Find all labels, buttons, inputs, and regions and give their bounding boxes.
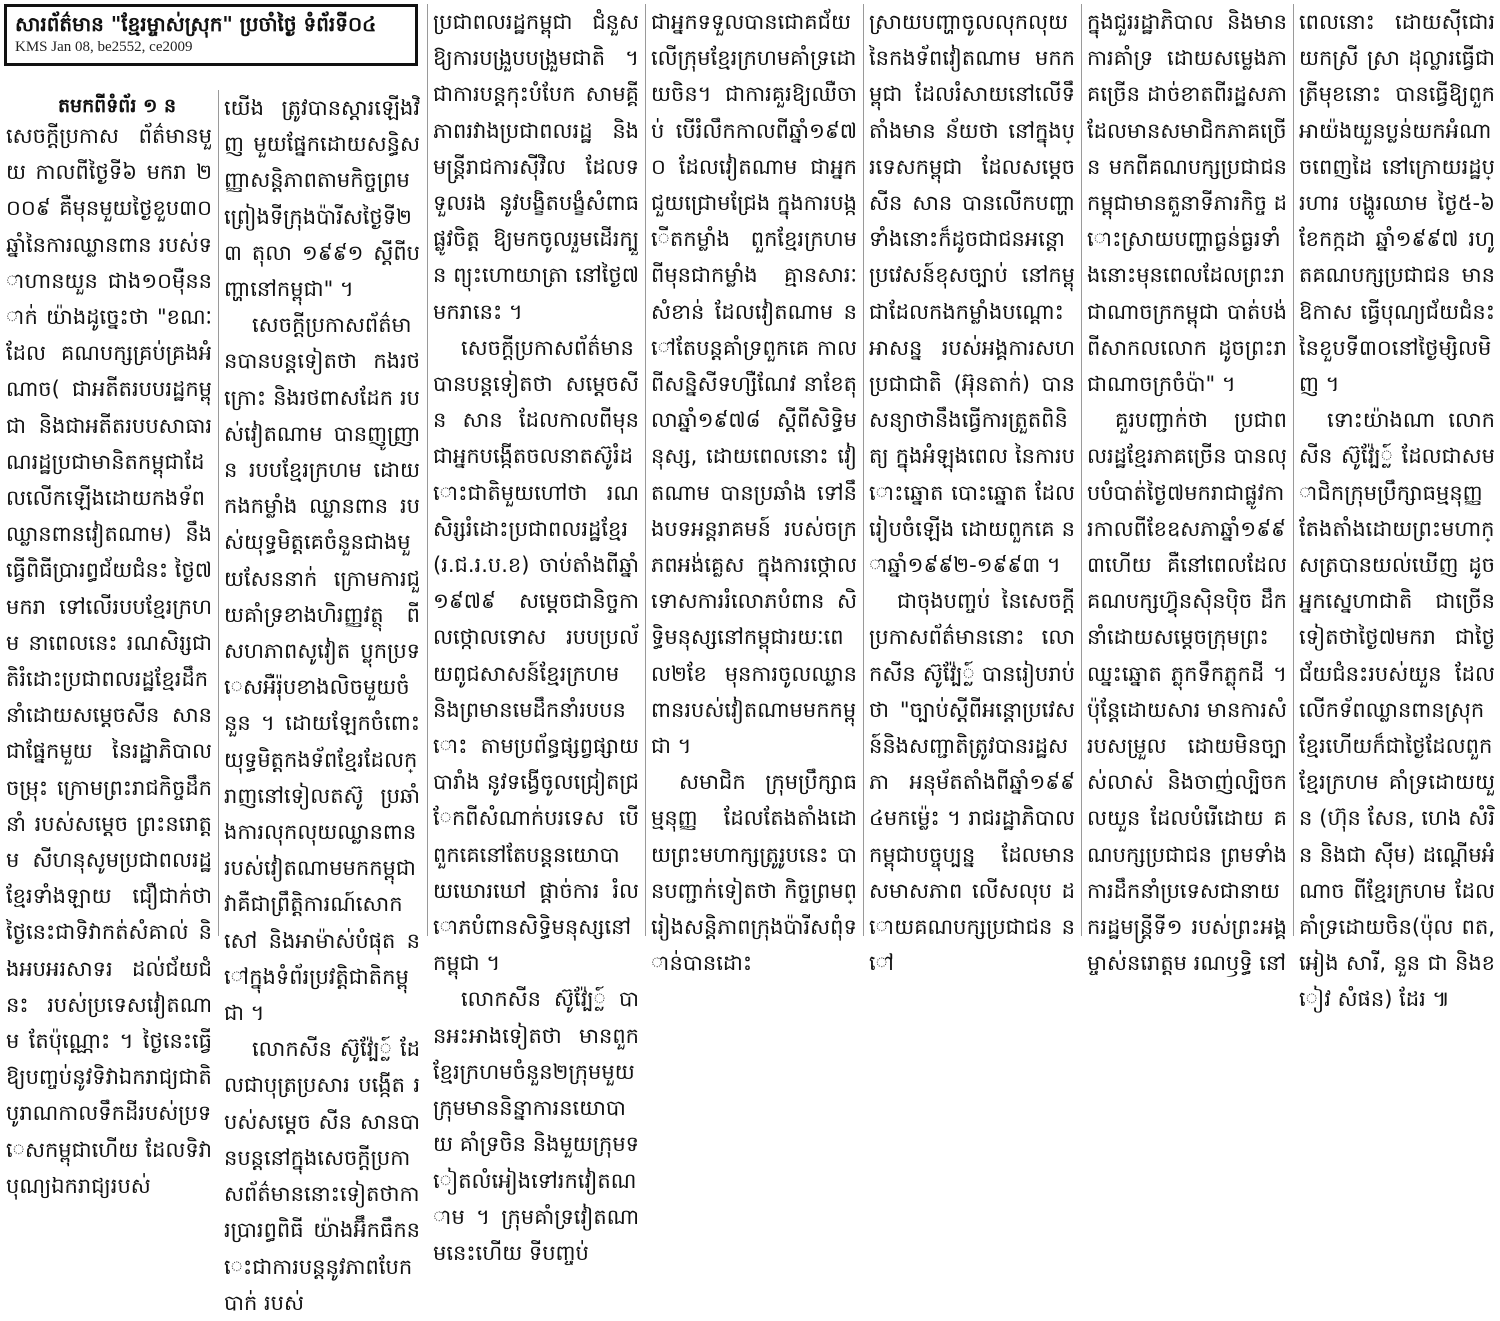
paragraph: យើង ត្រូវបានស្ដារឡើងវិញ មួយផ្នែកដោយសន្ធិសញ្ញាសន្តិភាពតាមកិច្ចព្រមព្រៀងទីក្រុងប៉ារីសថ្ងៃទី២៣ តុលា ១៩៩១ ស្ដីពីបញ្ហានៅកម្ពុជា" ។ <box>224 96 420 302</box>
column-divider <box>863 4 864 936</box>
article-column-5 <box>869 4 1075 976</box>
article-column-2 <box>224 90 420 1315</box>
paragraph: ស្រាយបញ្ហាចូលលុកលុយ នៃកងទ័ពវៀតណាម មកកម្ពុជា ដែលរំសាយនៅលើទឹតាំងមាន ន័យថា នៅក្នុងប្រទេសកម្ពុជា ដែលសម្ដេចសីន សាន បានលើកបញ្ហាទាំងនោះក៏ដូចជាជនអន្តោប្រវេសន៍ខុសច្បាប់ នៅកម្ពុជាដែលកងកម្លាំងបណ្ដោះអាសន្ន របស់អង្គការសហប្រជាជាតិ (អ៊ុនតាក់) បានសន្យាថានឹងធ្វើការត្រួតពិនិត្យ ក្នុងអំឡុងពេល នៃការបោះឆ្នោត បោះឆ្នោត ដែលរៀបចំឡើង ដោយពួកគេ នាឆ្នាំ១៩៩២-១៩៩៣ ។ <box>869 10 1075 578</box>
paragraph: ជាចុងបញ្ចប់ នៃសេចក្ដីប្រកាសព័ត៌មាននោះ លោកសីន ស៊ូវ៉ែ្ប្ល៍ បានរៀបរាប់ថា "ច្បាប់ស្ដីពីអន្តោប្រវេសន៍និងសញ្ជាតិត្រូវបានរដ្ឋសភា អនុម័តតាំងពីឆ្នាំ១៩៩៤មកម្ល៉េះ ។ រាជរដ្ឋាភិបាលកម្ពុជាបច្ចុប្បន្ន ដែលមានសមាសភាព លើសលុប ដោយគណបក្សប្រជាជន នៅ <box>869 589 1075 976</box>
masthead-box <box>4 4 418 66</box>
paragraph: ពេលនោះ ដោយស៊ីជោរ យកស្រី ស្រា ដុល្លារធ្វើជាត្រីមុខនោះ បានធ្វើឱ្យពួកអាយ៉ងយួនប្លន់យកអំណាចពេញដៃ នៅក្រោយរដ្ឋប្រហារ បង្ហូរឈាម ថ្ងៃ៥-៦ ខែកក្កដា ឆ្នាំ១៩៩៧ រហូតគណបក្សប្រជាជន មានឱកាស ធ្វើបុណ្យជ័យជំនះនៃខួបទី៣០នៅថ្ងៃម្សិលមិញ ។ <box>1299 10 1495 397</box>
paragraph: សេចក្ដីប្រកាស ព័ត៌មានមួយ កាលពីថ្ងៃទី៦ មករា ២០០៩ គឺមុនមួយថ្ងៃខួប៣០ឆ្នាំនៃការឈ្លានពាន របស់ទាហានយួន ជាង១០ម៉ឺននាក់ យ៉ាងដូច្នេះថា "ខណៈដែល គណបក្សគ្រប់គ្រងអំណាច( ជាអតីតរបបរដ្ឋកម្ពុជា និងជាអតីតរបបសាធារណរដ្ឋប្រជាមានិតកម្ពុជាដែលលើកឡើងដោយកងទ័ពឈ្លានពានវៀតណាម) នឹងធ្វើពិធីប្រារព្ធជ័យជំនះ ថ្ងៃ៧មករា ទៅលើរបបខ្មែរក្រហម នាពេលនេះ រណសិរ្សជាតិរំដោះប្រជាពលរដ្ឋខ្មែរដឹកនាំដោយសម្ដេចសីន សាន ជាផ្នែកមួយ នៃរដ្ឋាភិបាលចម្រុះ ក្រោមព្រះរាជកិច្ចដឹកនាំ របស់សម្ដេច ព្រះនរោត្តម សីហនុសូមប្រជាពលរដ្ឋខ្មែរទាំងឡាយ ជឿជាក់ថា ថ្ងៃនេះជាទិវាកត់សំគាល់ និងអបអរសាទរ ដល់ជ័យជំនះ របស់ប្រទេសវៀតណាម តែប៉ុណ្ណោះ ។ ថ្ងៃនេះធ្វើឱ្យបញ្ចប់នូវទិវាឯករាជ្យជាតិបូរាណកាលទឹកដីរបស់ប្រទេសកម្ពុជាហើយ ដែលទិវា បុណ្យឯករាជ្យរបស់ <box>6 124 213 1198</box>
paragraph: ប្រជាពលរដ្ឋកម្ពុជា ជំនួសឱ្យការបង្រួបបង្រួមជាតិ ។ ជាការបន្តកុះបំបែក សាមគ្គីភាពរវាងប្រជាពលរដ្ឋ និងមន្ត្រីរាជការស៊ីវិល ដែលទទួលរង នូវបង្ខិតបង្ខំសំពាធផ្លូវចិត្ត ឱ្យមកចូលរួមដើរក្បួន ព្យុះហោយាត្រា នៅថ្ងៃ៧មករានេះ ។ <box>433 10 639 324</box>
paragraph: ក្នុងជួររដ្ឋាភិបាល និងមានការគាំទ្រ ដោយសម្លេងភាគច្រើន ដាច់ខាតពីរដ្ឋសភា ដែលមានសមាជិកភាគច្រើន មកពីគណបក្សប្រជាជនកម្ពុជាមានតួនាទីភារកិច្ច ដោះស្រាយបញ្ហាធ្ងន់ធ្ងរទាំងនោះមុនពេលដែលព្រះរាជាណាចក្រកម្ពុជា បាត់បង់ពីសាកលលោក ដូចព្រះរាជាណាចក្រចំប៉ា" ។ <box>1087 10 1287 397</box>
paragraph: លោកសីន ស៊ូវ៉ែ្ប្ល៍ ដែលជាបុត្រប្រសារ បង្កើត របស់សម្ដេច សីន សានបានបន្តនៅក្នុងសេចក្ដីប្រកាសព័ត៌មាននោះទៀតថាការប្រារព្ធពិធី យ៉ាងអ៊ឹកធឹកនេះជាការបន្តនូវភាពបែកបាក់ របស់ <box>224 1037 420 1315</box>
article-column-3 <box>433 4 639 1265</box>
paragraph: ទោះយ៉ាងណា លោកសីន ស៊ូវ៉ែ្ប្ល៍ ដែលជាសមាជិកក្រុមប្រឹក្សាធម្មនុញ្ញតែងតាំងដោយព្រះមហាក្សត្របានយល់ឃើញ ដូចអ្នកស្នេហាជាតិ ជាច្រើន ទៀតថាថ្ងៃ៧មករា ជាថ្ងៃជ័យជំនះរបស់យួន ដែលលើកទ័ពឈ្លានពានស្រុកខ្មែរហើយក៏ជាថ្ងៃដែលពួកខ្មែរក្រហម គាំទ្រដោយយួន (ហ៊ុន សែន, ហេង សំរិន និងជា ស៊ីម) ដណ្ដើមអំណាច ពីខ្មែរក្រហម ដែលគាំទ្រដោយចិន(ប៉ុល ពត, អៀង សារី, នួន ជា និងខៀវ សំផន) ដែរ ៕ <box>1299 408 1495 1012</box>
column-divider <box>218 90 219 936</box>
paragraph: សេចក្ដីប្រកាសព័ត៌មានបានបន្តទៀតថា កងរថក្រោះ និងរថពាសដែក របស់វៀតណាម បានញូញ្រាន របបខ្មែរក្រហម ដោយកងកម្លាំង ឈ្លានពាន របស់យុទ្ធមិត្តគេចំនួនជាងមួយសែននាក់ ក្រោមការជួយគាំទ្រខាងហិរញ្ញវត្ថុ ពីសហភាពសូវៀត ប្លុកប្រទេសអឺរ៉ុបខាងលិចមួយចំនួន ។ ដោយឡែកចំពោះយុទ្ធមិត្តកងទ័ពខ្មែរដែលក្រាញនៅទៀលតស៊ូ ប្រឆាំងការលុកលុយឈ្លានពានរបស់វៀតណាមមកកម្ពុជា វាគឺជាព្រឹត្តិការណ៍សោកសៅ និងអាម៉ាស់បំផុត នៅក្នុងទំព័រប្រវត្តិជាតិកម្ពុជា ។ <box>224 313 420 1026</box>
article-column-1 <box>6 118 213 1198</box>
masthead-title: សារព័ត៌មាន "ខ្មែរម្ចាស់ស្រុក" ប្រចាំថ្ងៃ ទំព័រទី០៤ <box>15 12 377 36</box>
paragraph: សេចក្ដីប្រកាសព័ត៌មានបានបន្តទៀតថា សម្ដេចសីន សាន ដែលកាលពីមុន ជាអ្នកបង្កើតចលនាតស៊ូរំដោះជាតិមួយហៅថា រណសិរ្សរំដោះប្រជាពលរដ្ឋខ្មែរ (រ.ជ.រ.ប.ខ) ចាប់តាំងពីឆ្នាំ១៩៧៩ សម្ដេចជានិច្ចកាលថ្កោលទោស របបប្រល័យពូជសាសន៍ខ្មែរក្រហម និងព្រមានមេដឹកនាំរបបនោះ តាមប្រព័ន្ធផ្សព្វផ្សាយបារាំង នូវទង្វើចូលជ្រៀតជ្រែកពីសំណាក់បរទេស បើពួកគេនៅតែបន្តនយោបាយឃោរឃៅ ផ្ដាច់ការ រំលោភបំពានសិទ្ធិមនុស្សនៅកម្ពុជា ។ <box>433 335 639 976</box>
paragraph: សមាជិក ក្រុមប្រឹក្សាធម្មនុញ្ញ ដែលតែងតាំងដោយព្រះមហាក្សត្រូរូបនេះ បានបញ្ជាក់ទៀតថា កិច្ចព្រមព្រៀងសន្តិភាពក្រុងប៉ារីសពុំទាន់បានដោះ <box>651 770 857 976</box>
article-column-7 <box>1299 4 1495 1012</box>
continued-from-label: តមកពីទំព័រ ១ ន <box>58 95 177 117</box>
paragraph: លោកសីន ស៊ូវ៉ែ្ប្ល៍ បានអះអាងទៀតថា មានពួកខ្មែរក្រហមចំនួន២ក្រុមមួយក្រុមមាននិន្នាការនយោបាយ គាំទ្រចិន និងមួយក្រុមទៀតលំអៀងទៅរកវៀតណាម ។ ក្រុមគាំទ្រវៀតណាមនេះហើយ ទីបញ្ចប់ <box>433 987 639 1265</box>
paragraph: គួរបញ្ជាក់ថា ប្រជាពលរដ្ឋខ្មែរភាគច្រើន បានលុបបំបាត់ថ្ងៃ៧មករាជាផ្លូវការកាលពីខែឧសភាឆ្នាំ១៩៩៣ហើយ គឺនៅពេលដែល គណបក្សហ៊្វុនស៊ិនប៉ិច ដឹកនាំដោយសម្ដេចក្រុមព្រះឈ្នះឆ្នោត ភ្លុកទឹកភ្លុកដី ។ ប៉ុន្ដែដោយសារ មានការសំរបសម្រួល ដោយមិនច្បាស់លាស់ និងចាញ់ល្បិចកលយួន ដែលបំរើដោយ គណបក្សប្រជាជន ព្រមទាំងការដឹកនាំប្រទេសជានាយករដ្ឋមន្ត្រីទី១ របស់ព្រះអង្គម្ចាស់នរោត្តម រណឫទ្ធិ នៅ <box>1087 408 1287 976</box>
column-divider <box>1081 4 1082 936</box>
column-divider <box>427 4 428 936</box>
article-column-6 <box>1087 4 1287 976</box>
article-column-4 <box>651 4 857 976</box>
column-divider <box>645 4 646 936</box>
masthead-date: KMS Jan 08, be2552, ce2009 <box>15 39 193 55</box>
column-divider <box>1293 4 1294 936</box>
paragraph: ជាអ្នកទទួលបានជោគជ័យ លើក្រុមខ្មែរក្រហមគាំទ្រដោយចិន។ ជាការគួរឱ្យឈឺចាប់ បើរំលឹកកាលពីឆ្នាំ១៩៧០ ដែលវៀតណាម ជាអ្នកជួយជ្រោមជ្រែង ក្នុងការបង្កើតកម្លាំង ពួកខ្មែរក្រហម ពីមុនជាកម្លាំង គ្មានសារៈសំខាន់ ដែលវៀតណាម នៅតែបន្តគាំទ្រពួកគេ កាលពីសន្និសីទហ្សឺណែវ នាខែតុលាឆ្នាំ១៩៧៨ ស្ដីពីសិទ្ធិមនុស្ស, ដោយពេលនោះ វៀតណាម បានប្រឆាំង ទៅនឹងបទអន្តរាគមន៍ របស់ចក្រភពអង់គ្លេស ក្នុងការថ្កោលទោសការរំលោភបំពាន សិទ្ធិមនុស្សនៅកម្ពុជារយៈពេល២ខែ មុនការចូលឈ្លានពានរបស់វៀតណាមមកកម្ពុជា ។ <box>651 10 857 759</box>
